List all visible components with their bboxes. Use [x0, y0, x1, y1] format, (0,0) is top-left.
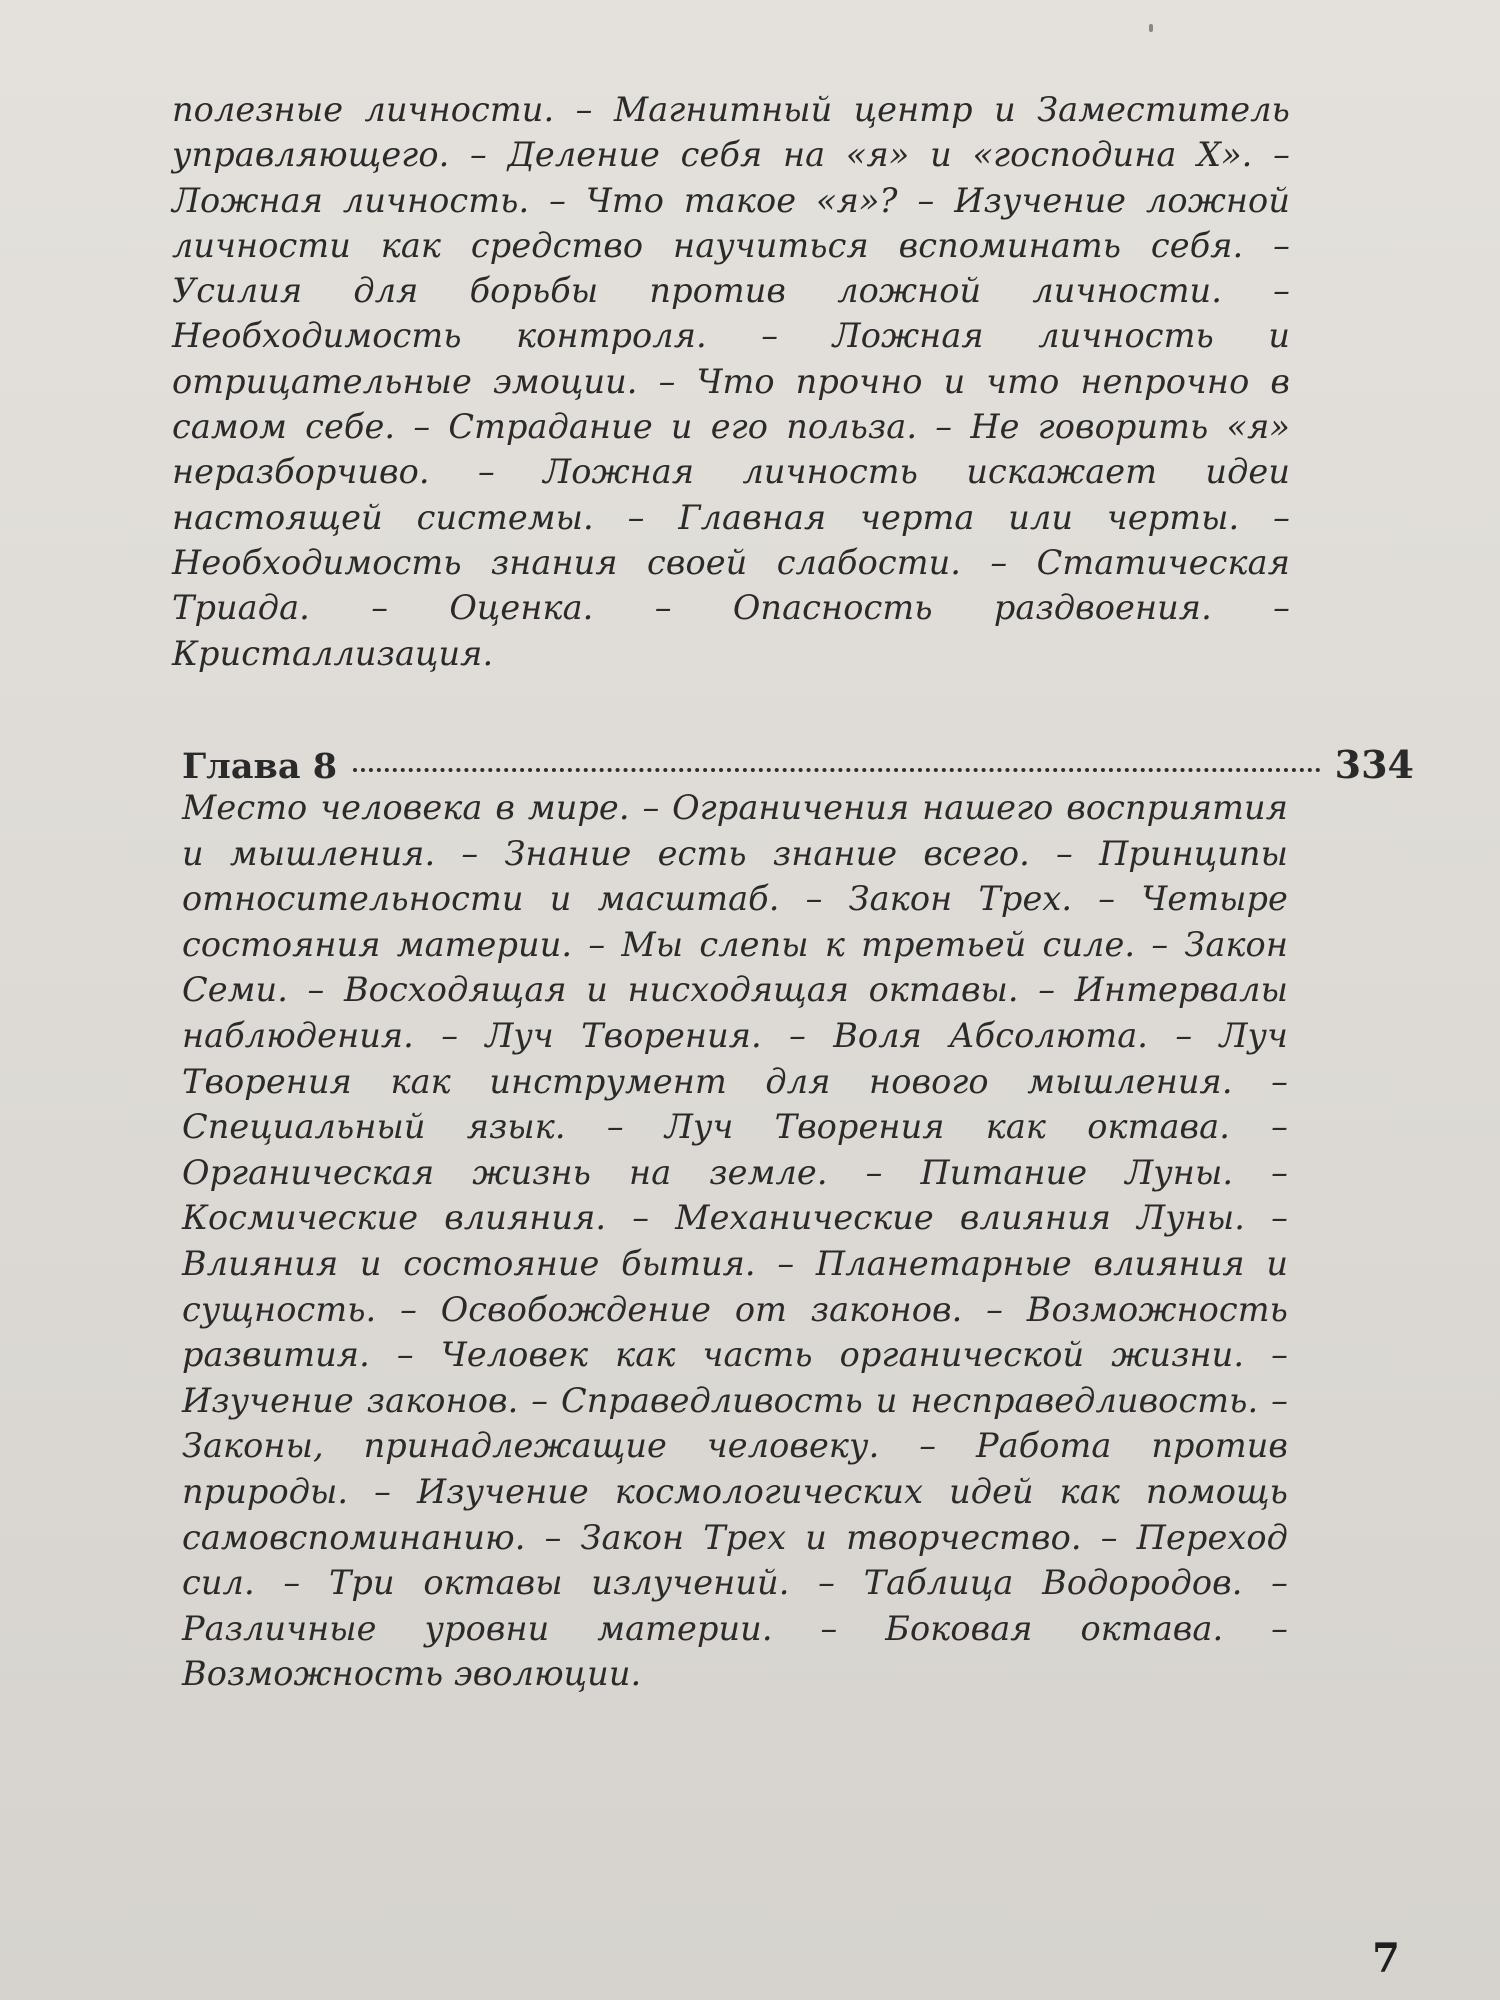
page-number: 7: [1372, 1935, 1400, 1982]
chapter-8-description: Место человека в мире. – Ограничения нашего восприятия и мышления. – Знание есть знание всего. – Принципы относительности и масштаб. – Закон Трех. – Четыре состояния материи. – Мы слепы к третьей силе. – Закон Семи. – Восходящая и нисходящая октавы. – Интервалы наблюдения. – Луч Творения. – Воля Абсолюта. – Луч Творения как инструмент для нового мышления. – Специальный язык. – Луч Творения как октава. – Органическая жизнь на земле. – Питание Луны. – Космические влияния. – Механические влияния Луны. – Влияния и состояние бытия. – Планетарные влияния и сущность. – Освобождение от законов. – Возможность развития. – Человек как часть органической жизни. – Изучение законов. – Справедливость и несправедливость. – Законы, принадлежащие человеку. – Работа против природы. – Изучение космологических идей как помощь самовспоминанию. – Закон Трех и творчество. – Переход сил. – Три октавы излучений. – Таблица Водородов. – Различные уровни материи. – Боковая октава. – Возможность эволюции.: [182, 788, 1288, 1694]
chapter-7-description-continued: полезные личности. – Магнитный центр и Заместитель управляющего. – Деление себя на «я» и «господина X». – Ложная личность. – Что такое «я»? – Изучение ложной личности как средство научиться вспоминать себя. – Усилия для борьбы против ложной личности. – Необходимость контроля. – Ложная личность и отрицательные эмоции. – Что прочно и что непрочно в самом себе. – Страдание и его польза. – Не говорить «я» неразборчиво. – Ложная личность искажает идеи настоящей системы. – Главная черта или черты. – Необходимость знания своей слабости. – Статическая Триада. – Оценка. – Опасность раздвоения. – Кристаллизация.: [172, 90, 1290, 673]
chapter-title: Глава 8: [182, 746, 338, 787]
chapter-page-number: 334: [1334, 742, 1414, 787]
paper-speck: [1149, 24, 1153, 32]
dot-leader: [353, 768, 1321, 772]
